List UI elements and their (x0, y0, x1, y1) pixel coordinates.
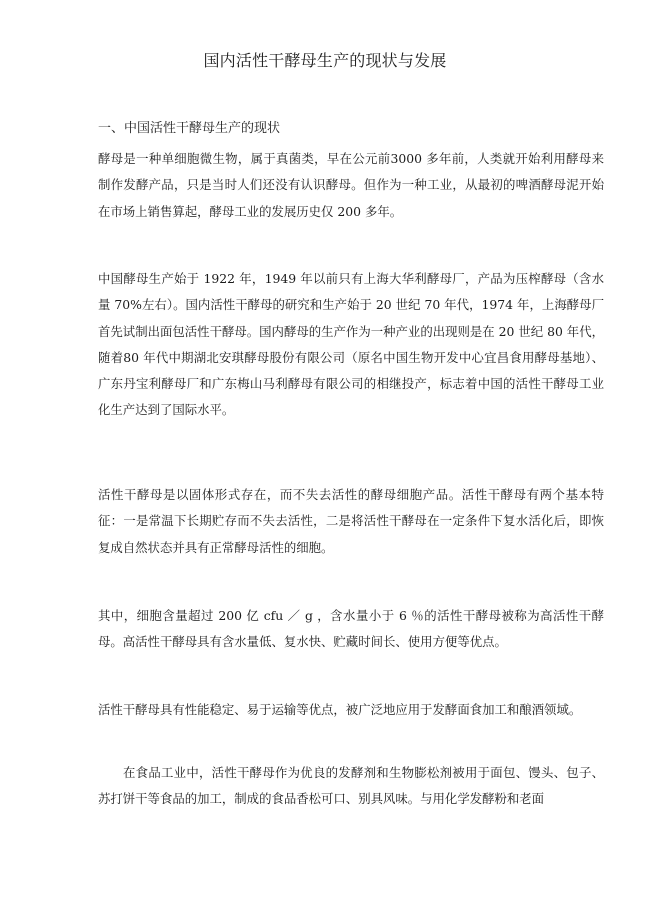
paragraph-high-activity: 其中，细胞含量超过 200 亿 cfu ／ g ，含水量小于 6 ％的活性干酵母被称为高活性干酵母。高活性干酵母具有含水量低、复水快、贮藏时间长、使用方便等优点。 (98, 608, 604, 650)
paragraph-applications: 活性干酵母具有性能稳定、易于运输等优点，被广泛地应用于发酵面食加工和酿酒领域。 (98, 702, 582, 717)
paragraph-definition: 活性干酵母是以固体形式存在，而不失去活性的酵母细胞产品。活性干酵母有两个基本特征：一是常温下长期贮存而不失去活性，二是将活性干酵母在一定条件下复水活化后，即恢复成自然状态并具有正常酵母活性的细胞。 (98, 487, 604, 555)
section-heading: 一、中国活性干酵母生产的现状 (98, 121, 281, 136)
paragraph-china-history: 中国酵母生产始于 1922 年，1949 年以前只有上海大华利酵母厂，产品为压榨酵母（含水量 70%左右）。国内活性干酵母的研究和生产始于 20 世纪 70 年代，1974 年，上海酵母厂首先试制出面包活性干酵母。国内酵母的生产作为一种产业的出现则是在 20 世纪 80 年代，随着80 年代中期湖北安琪酵母股份有限公司（原名中国生物开发中心宜昌食用酵母基地）、广东丹宝利酵母厂和广东梅山马利酵母有限公司的相继投产，标志着中国的活性干酵母工业化生产达到了国际水平。 (98, 271, 604, 418)
paragraph-yeast-intro: 酵母是一种单细胞微生物，属于真菌类，早在公元前3000 多年前，人类就开始利用酵母来制作发酵产品，只是当时人们还没有认识酵母。但作为一种工业，从最初的啤酒酵母泥开始在市场上销售算起，酵母工业的发展历史仅 200 多年。 (98, 151, 604, 219)
document-title: 国内活性干酵母生产的现状与发展 (203, 51, 447, 70)
paragraph-food-industry: 在食品工业中，活性干酵母作为优良的发酵剂和生物膨松剂被用于面包、馒头、包子、苏打饼干等食品的加工，制成的食品香松可口、别具风味。与用化学发酵粉和老面 (98, 765, 604, 807)
